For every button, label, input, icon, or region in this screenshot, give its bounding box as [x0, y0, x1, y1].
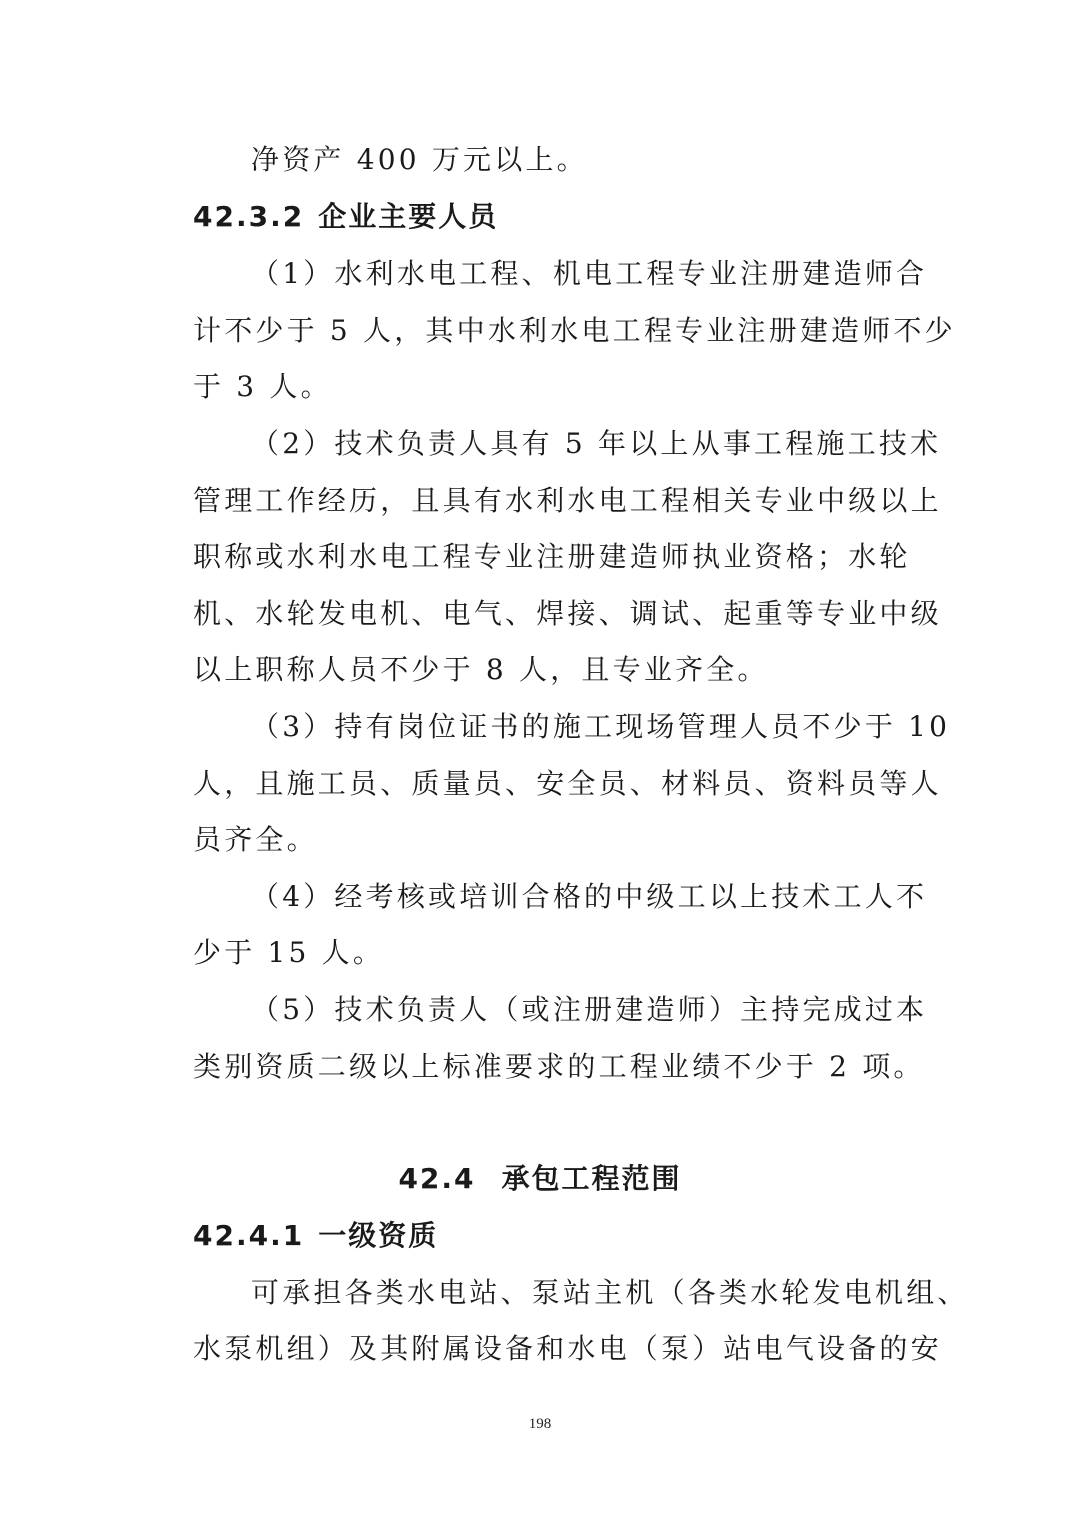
subsection-heading-42-3-2: [193, 188, 498, 245]
heading-number: 42.3.2: [193, 200, 305, 233]
paragraph-line: 以上职称人员不少于 8 人，且专业齐全。: [193, 653, 769, 686]
paragraph-line: 少于 15 人。: [193, 936, 385, 969]
heading-text: 企业主要人员: [318, 200, 499, 233]
paragraph-line: （4）经考核或培训合格的中级工以上技术工人不: [251, 880, 928, 913]
heading-text: 承包工程范围: [501, 1162, 682, 1195]
paragraph-line: 员齐全。: [193, 823, 318, 856]
subsection-heading-42-4-1: [193, 1207, 438, 1264]
heading-number: 42.4.1: [193, 1219, 305, 1252]
paragraph-line: 机、水轮发电机、电气、焊接、调试、起重等专业中级: [193, 597, 942, 630]
paragraph-line: 职称或水利水电工程专业注册建造师执业资格；水轮: [193, 540, 911, 573]
page-number: 198: [528, 1416, 552, 1432]
paragraph-line: 人，且施工员、质量员、安全员、材料员、资料员等人: [193, 767, 942, 800]
paragraph-line: 类别资质二级以上标准要求的工程业绩不少于 2 项。: [193, 1050, 925, 1083]
paragraph-line: 管理工作经历，且具有水利水电工程相关专业中级以上: [193, 484, 942, 517]
paragraph-line: 计不少于 5 人，其中水利水电工程专业注册建造师不少: [193, 314, 956, 347]
paragraph-line: 于 3 人。: [193, 370, 332, 403]
paragraph-line: 净资产 400 万元以上。: [251, 143, 588, 176]
paragraph-line: （1）水利水电工程、机电工程专业注册建造师合: [251, 257, 928, 290]
heading-text: 一级资质: [318, 1219, 439, 1252]
paragraph-line: （2）技术负责人具有 5 年以上从事工程施工技术: [251, 427, 942, 460]
paragraph-line: （5）技术负责人（或注册建造师）主持完成过本: [251, 993, 928, 1026]
section-heading-42-4: [0, 1150, 1080, 1207]
paragraph-line: （3）持有岗位证书的施工现场管理人员不少于 10: [251, 710, 951, 743]
paragraph-line: 水泵机组）及其附属设备和水电（泵）站电气设备的安: [193, 1332, 942, 1365]
heading-number: 42.4: [398, 1162, 476, 1195]
paragraph-line: 可承担各类水电站、泵站主机（各类水轮发电机组、: [251, 1276, 969, 1309]
